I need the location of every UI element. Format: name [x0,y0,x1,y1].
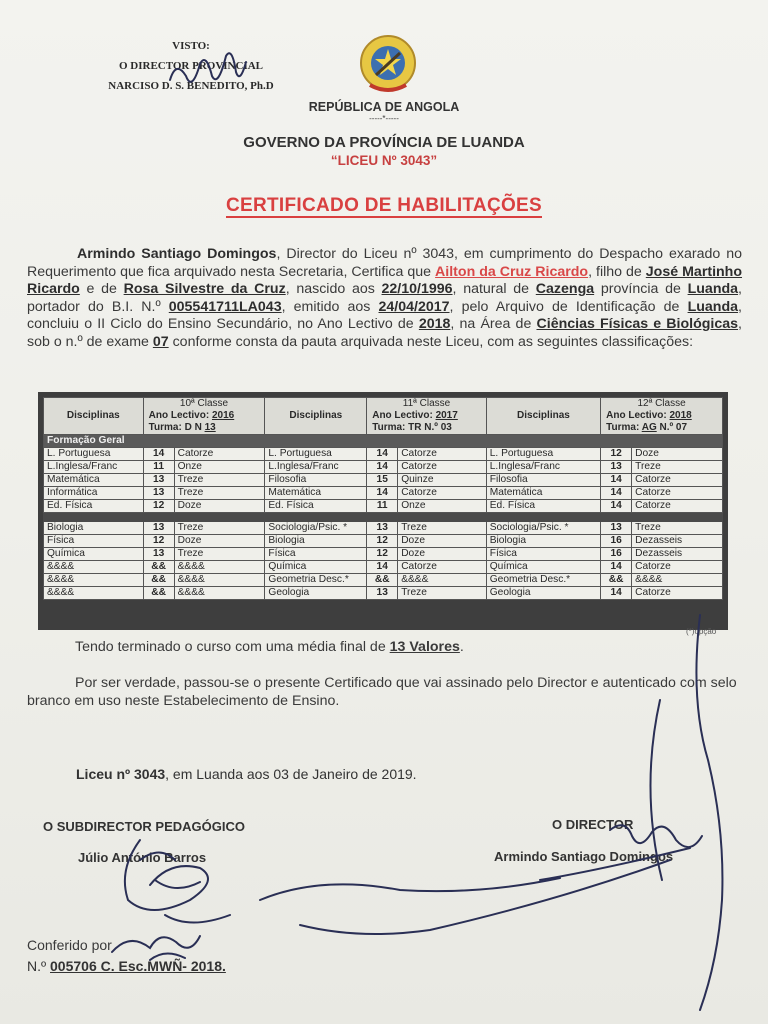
ano-label: Ano Lectivo: [148,410,210,421]
grade-number: 12 [143,535,174,548]
discipline: Ed. Física [265,500,367,513]
grade-words: Treze [174,522,265,535]
class-11-header [367,398,487,435]
grade-words: &&&& [632,574,723,587]
discipline: Geometria Desc.* [486,574,600,587]
subdirector-name: Júlio António Barros [78,850,207,865]
discipline: L. Portuguesa [44,448,144,461]
grade-number: 14 [367,461,398,474]
grade-number: 16 [601,535,632,548]
grade-words: Doze [174,500,265,513]
place-date-text: , em Luanda aos 03 de Janeiro de 2019. [165,766,417,782]
visto-label: VISTO: [172,40,210,52]
table-header-row [44,398,723,435]
grade-words: Catorze [398,461,487,474]
grade-words: Catorze [398,487,487,500]
col-disciplinas-2: Disciplinas [265,398,367,435]
discipline: Geometria Desc.* [265,574,367,587]
conclusion-text: . [459,639,464,655]
grade-words: &&&& [398,574,487,587]
grade-row [44,461,723,474]
discipline: Biologia [486,535,600,548]
grade-words: Catorze [632,587,723,600]
issue-place: Luanda [687,298,739,315]
discipline: &&&& [44,574,144,587]
grade-number: 11 [143,461,174,474]
discipline: Matemática [265,487,367,500]
class-12-header [601,398,723,435]
angola-coat-of-arms-emblem [356,33,420,97]
discipline: &&&& [44,561,144,574]
grade-number: 13 [143,474,174,487]
grade-words: Onze [174,461,265,474]
grade-words: Treze [398,587,487,600]
discipline: L.Inglesa/Franc [486,461,600,474]
class-11-year: 2017 [435,410,458,421]
discipline: L. Portuguesa [486,448,600,461]
birthplace: Cazenga [535,281,595,298]
section-formacao-geral: Formação Geral [44,435,723,448]
grade-number: 13 [143,522,174,535]
grade-number: 13 [601,461,632,474]
body-text: , nascido aos [285,281,382,298]
grade-row [44,487,723,500]
grades-table [43,397,723,600]
grade-words: Onze [398,500,487,513]
study-area: Ciências Físicas e Biológicas [536,316,739,333]
grade-row [44,587,723,600]
grade-words: Catorze [398,561,487,574]
conclusion-paragraph [27,638,742,656]
discipline: &&&& [44,587,144,600]
certificate-title [0,195,768,217]
republic-heading: REPÚBLICA DE ANGOLA [308,100,460,114]
turma-label: Turma: [148,422,182,433]
grade-words: &&&& [174,574,265,587]
class-12-year: 2018 [669,410,692,421]
class-12-title: 12ª Classe [637,398,686,409]
grade-words: Doze [398,548,487,561]
grade-number: 13 [367,587,398,600]
discipline: Química [44,548,144,561]
student-name: Ailton da Cruz Ricardo [435,263,589,280]
visto-director-name: NARCISO D. S. BENEDITO, Ph.D [108,80,274,92]
body-text: , emitido aos [281,298,379,315]
record-number-prefix: N.º [27,958,51,974]
class-10-year: 2016 [211,410,235,421]
grade-number: 13 [143,548,174,561]
grade-words: &&&& [174,561,265,574]
discipline: Ed. Física [486,500,600,513]
final-average: 13 Valores [389,639,460,655]
body-text: , natural de [452,281,536,298]
grade-number: 16 [601,548,632,561]
grade-number: && [143,574,174,587]
grade-number: 14 [601,500,632,513]
grade-number: 14 [367,487,398,500]
body-text: , na Área de [450,316,537,333]
discipline: Física [265,548,367,561]
grade-row [44,548,723,561]
section-gap-cell [44,513,723,522]
discipline: Filosofia [265,474,367,487]
grades-body [44,435,723,600]
director-name: Armindo Santiago Domingos [77,246,277,262]
discipline: Biologia [44,522,144,535]
school-heading: “LICEU Nº 3043” [330,153,438,168]
grade-number: 12 [367,535,398,548]
discipline: Química [486,561,600,574]
grade-words: Catorze [174,448,265,461]
place-school: Liceu nº 3043 [76,766,166,782]
option-footnote: (*)opção [686,627,717,636]
col-disciplinas-3: Disciplinas [486,398,600,435]
grade-number: 14 [601,561,632,574]
discipline: Geologia [265,587,367,600]
government-heading: GOVERNO DA PROVÍNCIA DE LUANDA [243,134,525,151]
section-row [44,435,723,448]
grade-number: 14 [601,587,632,600]
class-11-title: 11ª Classe [402,398,451,409]
issue-date: 24/04/2017 [378,298,450,315]
grade-words: &&&& [174,587,265,600]
turma-label: Turma: [372,422,406,433]
grade-row [44,448,723,461]
certificate-body [27,246,742,352]
grade-number: 14 [367,448,398,461]
body-text: conforme consta da pauta arquivada neste Liceu, com as seguintes classificações: [168,333,694,350]
header-separator: -----*----- [369,114,399,123]
body-text: , Director do Liceu nº 3043, em cumprimento do Despacho exarado no Requerimento que fica arquivado nesta Secretaria, Certifica que [27,246,742,280]
class-10-title: 10ª Classe [179,398,229,409]
grade-number: 14 [143,448,174,461]
father-name: José Martinho Ricardo [27,263,743,298]
grade-words: Catorze [632,487,723,500]
discipline: Informática [44,487,144,500]
discipline: Física [486,548,600,561]
grade-number: && [367,574,398,587]
grade-row [44,500,723,513]
grade-words: Treze [174,487,265,500]
grade-number: 13 [367,522,398,535]
certificate-title-text: CERTIFICADO DE HABILITAÇÕES [226,195,542,216]
grade-number: 14 [367,561,398,574]
record-number-line [27,958,226,974]
class-12-turma-num: N.º 07 [656,422,688,433]
academic-year: 2018 [418,316,451,333]
grade-number: && [601,574,632,587]
discipline: Física [44,535,144,548]
ano-label: Ano Lectivo: [372,410,433,421]
grade-words: Treze [174,474,265,487]
grade-words: Catorze [632,500,723,513]
class-10-turma-num: 13 [204,422,216,433]
bi-number: 005541711LA043 [168,298,282,315]
margin-ink-stroke [260,878,560,900]
discipline: Filosofia [486,474,600,487]
discipline: Geologia [486,587,600,600]
grade-words: Treze [632,461,723,474]
director-signature-name: Armindo Santiago Domingos [494,849,674,864]
class-12-turma: AG [641,422,657,433]
body-text: , filho de [588,263,646,280]
grade-number: 12 [601,448,632,461]
grade-words: Treze [174,548,265,561]
discipline: L.Inglesa/Franc [265,461,367,474]
record-number: 005706 C. Esc.MWÑ- 2018. [50,958,226,974]
discipline: Matemática [44,474,144,487]
discipline: Biologia [265,535,367,548]
conclusion-text: Tendo terminado o curso com uma média final de [75,639,390,655]
discipline: Ed. Física [44,500,144,513]
visto-stamp [96,36,286,96]
discipline: L.Inglesa/Franc [44,461,144,474]
grade-number: && [143,587,174,600]
body-text: , portador do B.I. N.º [27,281,742,315]
grade-words: Catorze [632,561,723,574]
conferido-signature [112,936,200,960]
grade-row [44,574,723,587]
class-11-turma: TR N.º 03 [408,422,452,433]
ano-label: Ano Lectivo: [606,410,667,421]
grade-words: Doze [398,535,487,548]
grade-number: 12 [367,548,398,561]
body-text: , concluiu o II Ciclo do Ensino Secundário, no Ano Lectivo de [27,298,742,333]
grade-number: 12 [143,500,174,513]
body-text: e de [79,281,124,298]
discipline: Sociologia/Psic. * [486,522,600,535]
section-gap [44,513,723,522]
grade-number: 13 [143,487,174,500]
grade-row [44,474,723,487]
director-title: O DIRECTOR [552,817,634,832]
grade-words: Doze [174,535,265,548]
province: Luanda [687,281,739,298]
mother-name: Rosa Silvestre da Cruz [123,281,286,298]
discipline: L. Portuguesa [265,448,367,461]
grade-words: Quinze [398,474,487,487]
class-10-turma: D N [184,422,202,433]
grade-number: 13 [601,522,632,535]
discipline: Matemática [486,487,600,500]
exam-number: 07 [152,333,169,350]
grade-words: Treze [398,522,487,535]
grade-words: Catorze [632,474,723,487]
grade-words: Dezasseis [632,548,723,561]
turma-label: Turma: [606,422,640,433]
grade-row [44,522,723,535]
birth-date: 22/10/1996 [381,281,453,298]
grades-table-frame [38,392,728,630]
col-disciplinas-1: Disciplinas [44,398,144,435]
grade-words: Dezasseis [632,535,723,548]
body-text: , sob o n.º de exame [27,316,742,350]
conferido-line: Conferido por [27,937,112,953]
grade-number: 11 [367,500,398,513]
grade-number: 15 [367,474,398,487]
discipline: Química [265,561,367,574]
verdade-paragraph: Por ser verdade, passou-se o presente Certificado que vai assinado pelo Director e autenticado com selo branco em uso neste Estabelecimento de Ensino. [27,675,737,709]
grade-row [44,561,723,574]
place-date-line [76,766,417,782]
visto-director-title: O DIRECTOR PROVINCIAL [118,60,264,72]
grade-words: Catorze [398,448,487,461]
grade-number: 14 [601,474,632,487]
grade-row [44,535,723,548]
grade-number: 14 [601,487,632,500]
discipline: Sociologia/Psic. * [265,522,367,535]
grade-words: Treze [632,522,723,535]
grade-number: && [143,561,174,574]
class-10-header [143,398,265,435]
body-text: província de [594,281,688,298]
grade-words: Doze [632,448,723,461]
subdirector-title: O SUBDIRECTOR PEDAGÓGICO [43,819,246,834]
body-text: , pelo Arquivo de Identificação de [449,298,688,315]
